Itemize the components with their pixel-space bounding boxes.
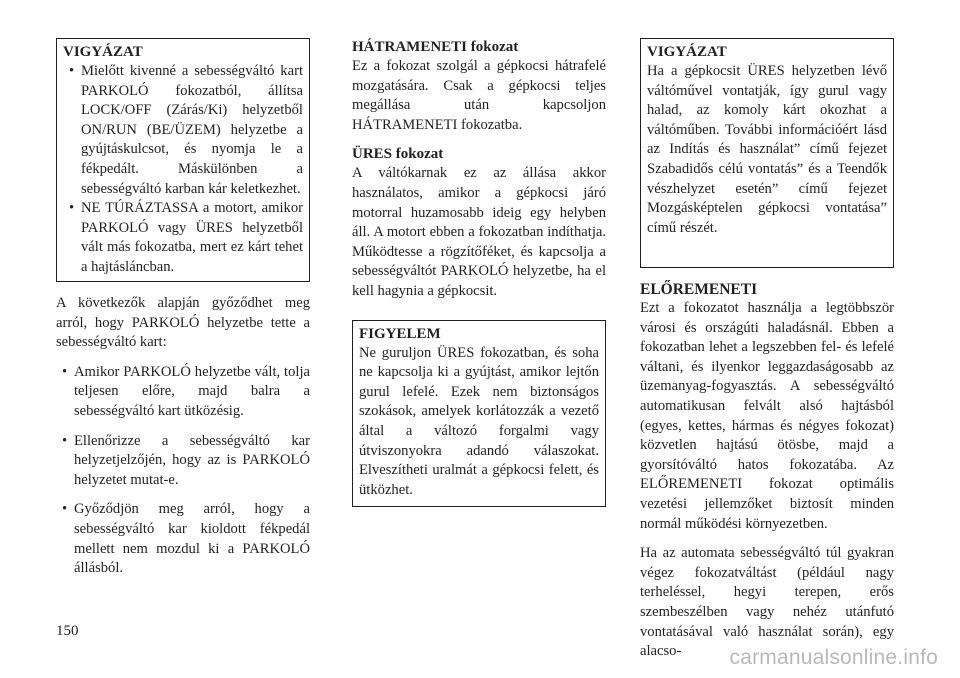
bullet-icon: • (62, 501, 68, 518)
column-right (640, 38, 894, 662)
warning-text: Ha a gépkocsit ÜRES helyzetben lévő váltóművel vontatják, így gurul vagy halad, az komoly kárt okozhat a váltóműben. További információért lásd az Indítás és használat” című fejezet Szabadidős célú vontatás” és a Teendők vészhelyzet esetén” című fejezet Mozgásképtelen gépkocsi vontatása” című részét. (647, 63, 887, 236)
park-check-item: • Amikor PARKOLÓ helyzetbe vált, tolja teljesen előre, majd balra a sebességváltó kart ütközésig. (62, 363, 310, 419)
park-check-item: • Győződjön meg arról, hogy a sebességváltó kar kioldott fékpedál mellett nem mozdul ki a PARKOLÓ állásból. (62, 501, 310, 577)
caution-title: FIGYELEM (359, 325, 441, 342)
drive-text: Ezt a fokozatot használja a legtöbbször városi és országúti haladásnál. Ebben a fokozatban lehet a legszebben fel- és lefelé váltani, és ilyenkor leggazdaságosabb az üzemanyag-fogyasztás. A sebességváltó automatikusan felvált alsó hajtásból (egyes, kettes, hármas és négyes fokozat) közvetlen hajtású ötösbe, majd a gyorsítóváltó hatos fokozatába. Az ELŐREMENETI fokozat optimális vezetési jellemzőket biztosít minden normál működési környezetben. (640, 300, 894, 532)
park-check-intro: A következők alapján győződhet meg arról, hogy PARKOLÓ helyzetbe tette a sebességváltó kart: (56, 295, 310, 351)
warning-bullet: • NE TÚRÁZTASSA a motort, amikor PARKOLÓ vagy ÜRES helyzetből vált más fokozatba, mert ez kárt tehet a hajtásláncban. (69, 200, 303, 275)
page-number: 150 (56, 623, 79, 639)
neutral-heading: ÜRES fokozat (352, 146, 444, 163)
drive-text-continued: Ha az automata sebességváltó túl gyakran végez fokozatváltást (például nagy terheléssel, hegyi terepen, erős szembeszélben vagy nehéz utánfutó vontatásával való használat során), egy alacso- (640, 545, 894, 660)
column-middle (352, 38, 606, 507)
watermark: carmanualsonline.info (729, 646, 938, 669)
bullet-icon: • (69, 200, 75, 217)
reverse-heading: HÁTRAMENETI fokozat (352, 39, 519, 55)
bullet-icon: • (62, 363, 68, 380)
warning-bullet: • Mielőtt kivenné a sebességváltó kart PARKOLÓ fokozatból, állítsa LOCK/OFF (Zárás/Ki) helyzetből ON/RUN (BE/ÜZEM) helyzetbe a gyújtáskulcsot, és nyomja le a fékpedált. Máskülönben a sebességváltó karban kár keletkezhet. (69, 63, 303, 197)
column-left (56, 38, 310, 579)
warning-title: VIGYÁZAT (647, 44, 727, 60)
bullet-icon: • (69, 63, 75, 79)
warning-title: VIGYÁZAT (63, 44, 143, 60)
neutral-text: A váltókarnak ez az állása akkor használatos, amikor a gépkocsi járó motorral huzamosabb ideig egy helyben áll. A motort ebben a fokozatban indíthatja. Működtesse a rögzítőféket, és kapcsolja a sebességváltót PARKOLÓ helyzetbe, ha el kell hagynia a gépkocsit. (352, 165, 606, 299)
drive-heading: ELŐREMENETI (640, 281, 758, 298)
bullet-icon: • (62, 432, 68, 449)
warning-box (56, 38, 310, 282)
caution-text: Ne guruljon ÜRES fokozatban, és soha ne kapcsolja ki a gyújtást, amikor lejtőn gurul lefelé. Ezek nem biztonságos szokások, amelyek korlátozzák a vezető által a változó forgalmi vagy útviszonyokra adandó válaszokat. Elveszítheti uralmát a gépkocsi felett, és ütközhet. (359, 344, 599, 498)
warning-box (640, 38, 894, 268)
reverse-text: Ez a fokozat szolgál a gépkocsi hátrafelé mozgatására. Csak a gépkocsi teljes megállása után kapcsoljon HÁTRAMENETI fokozatba. (352, 58, 606, 133)
park-check-item: • Ellenőrizze a sebességváltó kar helyzetjelzőjén, hogy az is PARKOLÓ helyzetet mutat-e. (62, 432, 310, 488)
caution-box (352, 320, 606, 508)
